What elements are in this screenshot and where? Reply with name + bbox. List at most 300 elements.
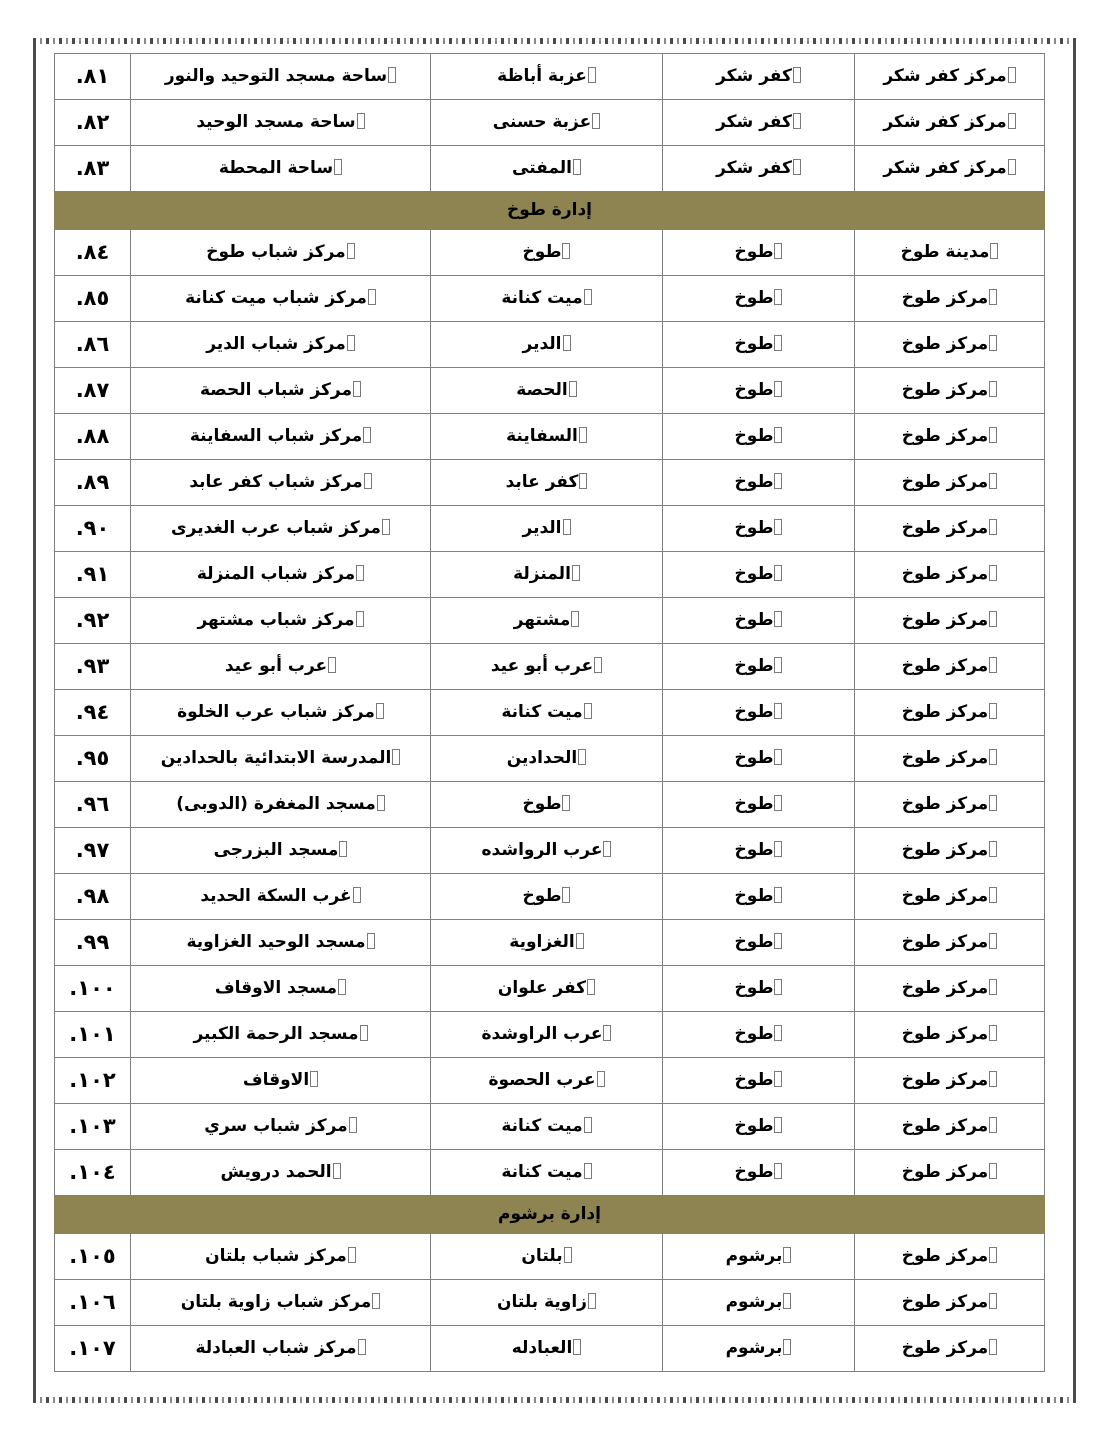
site-name-cell-text: مركز شباب سري [204, 1115, 348, 1136]
town-name-cell-text: كفر شكر [716, 65, 792, 86]
missing-glyph-icon [603, 1025, 611, 1041]
site-name-cell [131, 54, 431, 100]
site-name-cell-text: مسجد البزرجى [213, 839, 339, 860]
missing-glyph-icon [783, 1247, 791, 1263]
table-row [55, 460, 1045, 506]
town-name-cell-text: كفر شكر [716, 157, 792, 178]
serial-number-cell: ٨٩. [55, 460, 131, 506]
village-name-cell [431, 644, 663, 690]
village-name-cell-text: الدير [522, 333, 562, 354]
table-row [55, 276, 1045, 322]
missing-glyph-icon [989, 335, 997, 351]
site-name-cell-text: مركز شباب العبادلة [195, 1337, 357, 1358]
missing-glyph-icon [353, 381, 361, 397]
section-header-row [55, 1196, 1045, 1234]
table-row [55, 828, 1045, 874]
town-name-cell-text: طوخ [734, 1069, 774, 1090]
table-row [55, 1058, 1045, 1104]
town-name-cell [663, 460, 855, 506]
missing-glyph-icon [989, 887, 997, 903]
site-name-cell-text: ساحة المحطة [218, 157, 334, 178]
missing-glyph-icon [989, 1163, 997, 1179]
site-name-cell [131, 736, 431, 782]
center-name-cell [855, 276, 1045, 322]
site-name-cell-text: مركز شباب المنزلة [196, 563, 356, 584]
missing-glyph-icon [989, 1293, 997, 1309]
missing-glyph-icon [989, 381, 997, 397]
town-name-cell-text: طوخ [734, 1161, 774, 1182]
town-name-cell-text: طوخ [734, 839, 774, 860]
serial-number-cell: ٩٦. [55, 782, 131, 828]
town-name-cell-text: طوخ [734, 655, 774, 676]
center-name-cell-text: مركز طوخ [901, 471, 989, 492]
village-name-cell [431, 1326, 663, 1372]
town-name-cell-text: برشوم [725, 1291, 783, 1312]
center-name-cell-text: مركز طوخ [901, 747, 989, 768]
table-row [55, 552, 1045, 598]
village-name-cell-text: الحدادين [506, 747, 578, 768]
section-header-label: إدارة برشوم [55, 1196, 1045, 1234]
village-name-cell [431, 506, 663, 552]
missing-glyph-icon [1008, 113, 1016, 129]
missing-glyph-icon [774, 841, 782, 857]
village-name-cell [431, 552, 663, 598]
village-name-cell [431, 1058, 663, 1104]
missing-glyph-icon [989, 841, 997, 857]
missing-glyph-icon [363, 427, 371, 443]
center-name-cell [855, 966, 1045, 1012]
village-name-cell-text: الغزاوية [509, 931, 575, 952]
center-name-cell [855, 690, 1045, 736]
serial-number-cell: ١٠٣. [55, 1104, 131, 1150]
missing-glyph-icon [774, 473, 782, 489]
site-name-cell [131, 230, 431, 276]
center-name-cell [855, 230, 1045, 276]
site-name-cell [131, 874, 431, 920]
center-name-cell-text: مركز طوخ [901, 517, 989, 538]
town-name-cell [663, 736, 855, 782]
center-name-cell [855, 460, 1045, 506]
site-name-cell-text: ساحة مسجد التوحيد والنور [164, 65, 388, 86]
site-name-cell-text: مسجد المغفرة (الدوبى) [176, 793, 376, 814]
missing-glyph-icon [388, 67, 396, 83]
missing-glyph-icon [783, 1339, 791, 1355]
village-name-cell-text: زاوية بلتان [497, 1291, 587, 1312]
serial-number-cell: ١٠٧. [55, 1326, 131, 1372]
missing-glyph-icon [587, 979, 595, 995]
center-name-cell-text: مركز طوخ [901, 1337, 989, 1358]
town-name-cell [663, 230, 855, 276]
missing-glyph-icon [364, 473, 372, 489]
village-name-cell-text: بلتان [521, 1245, 563, 1266]
center-name-cell [855, 146, 1045, 192]
village-name-cell-text: ميت كنانة [501, 1115, 583, 1136]
missing-glyph-icon [793, 67, 801, 83]
center-name-cell-text: مركز طوخ [901, 977, 989, 998]
village-name-cell-text: ميت كنانة [501, 287, 583, 308]
site-name-cell [131, 598, 431, 644]
town-name-cell-text: طوخ [734, 471, 774, 492]
missing-glyph-icon [584, 703, 592, 719]
center-name-cell [855, 368, 1045, 414]
table-row [55, 966, 1045, 1012]
missing-glyph-icon [357, 113, 365, 129]
serial-number-cell: ٩١. [55, 552, 131, 598]
table-row [55, 146, 1045, 192]
missing-glyph-icon [339, 841, 347, 857]
center-name-cell-text: مركز طوخ [901, 1291, 989, 1312]
missing-glyph-icon [310, 1071, 318, 1087]
missing-glyph-icon [573, 159, 581, 175]
center-name-cell [855, 552, 1045, 598]
missing-glyph-icon [588, 67, 596, 83]
town-name-cell-text: طوخ [734, 379, 774, 400]
missing-glyph-icon [774, 427, 782, 443]
site-name-cell-text: مركز شباب طوخ [206, 241, 346, 262]
missing-glyph-icon [989, 979, 997, 995]
center-name-cell-text: مركز كفر شكر [883, 111, 1007, 132]
missing-glyph-icon [774, 1117, 782, 1133]
village-name-cell [431, 598, 663, 644]
center-name-cell-text: مركز طوخ [901, 1245, 989, 1266]
center-name-cell-text: مركز طوخ [901, 931, 989, 952]
village-name-cell-text: الدير [522, 517, 562, 538]
site-name-cell [131, 368, 431, 414]
missing-glyph-icon [571, 611, 579, 627]
site-name-cell-text: مركز شباب السفاينة [189, 425, 363, 446]
site-name-cell [131, 1104, 431, 1150]
town-name-cell [663, 322, 855, 368]
village-name-cell [431, 1280, 663, 1326]
site-name-cell [131, 1058, 431, 1104]
village-name-cell [431, 460, 663, 506]
town-name-cell [663, 506, 855, 552]
village-name-cell [431, 414, 663, 460]
missing-glyph-icon [358, 1339, 366, 1355]
missing-glyph-icon [562, 887, 570, 903]
village-name-cell [431, 322, 663, 368]
missing-glyph-icon [334, 159, 342, 175]
center-name-cell-text: مركز طوخ [901, 1023, 989, 1044]
town-name-cell [663, 828, 855, 874]
center-name-cell-text: مركز طوخ [901, 1115, 989, 1136]
center-name-cell-text: مركز طوخ [901, 609, 989, 630]
missing-glyph-icon [774, 749, 782, 765]
missing-glyph-icon [576, 933, 584, 949]
missing-glyph-icon [774, 565, 782, 581]
site-name-cell [131, 146, 431, 192]
table-row [55, 920, 1045, 966]
site-name-cell-text: مسجد الرحمة الكبير [193, 1023, 359, 1044]
town-name-cell-text: طوخ [734, 425, 774, 446]
missing-glyph-icon [793, 159, 801, 175]
village-name-cell [431, 874, 663, 920]
village-name-cell-text: المفتى [512, 157, 572, 178]
site-name-cell-text: ساحة مسجد الوحيد [196, 111, 356, 132]
village-name-cell [431, 54, 663, 100]
missing-glyph-icon [774, 795, 782, 811]
town-name-cell-text: طوخ [734, 977, 774, 998]
center-name-cell [855, 598, 1045, 644]
site-name-cell [131, 690, 431, 736]
missing-glyph-icon [989, 1247, 997, 1263]
center-name-cell-text: مركز طوخ [901, 1069, 989, 1090]
site-name-cell-text: مركز شباب كفر عابد [189, 471, 363, 492]
table-row [55, 1104, 1045, 1150]
center-name-cell-text: مركز طوخ [901, 885, 989, 906]
center-name-cell [855, 1280, 1045, 1326]
center-name-cell [855, 506, 1045, 552]
village-name-cell [431, 1150, 663, 1196]
village-name-cell [431, 966, 663, 1012]
table-row [55, 1234, 1045, 1280]
town-name-cell-text: طوخ [734, 609, 774, 630]
site-name-cell-text: الاوقاف [242, 1069, 310, 1090]
town-name-cell [663, 100, 855, 146]
village-name-cell [431, 276, 663, 322]
site-name-cell [131, 460, 431, 506]
site-name-cell-text: مركز شباب عرب الغديرى [171, 517, 381, 538]
site-name-cell-text: مركز شباب الدير [206, 333, 346, 354]
center-name-cell [855, 54, 1045, 100]
missing-glyph-icon [368, 289, 376, 305]
village-name-cell-text: المنزلة [513, 563, 571, 584]
table-row [55, 506, 1045, 552]
town-name-cell [663, 54, 855, 100]
center-name-cell-text: مركز طوخ [901, 333, 989, 354]
center-name-cell [855, 782, 1045, 828]
missing-glyph-icon [774, 519, 782, 535]
site-name-cell [131, 1280, 431, 1326]
table-row [55, 1012, 1045, 1058]
center-name-cell-text: مركز طوخ [901, 563, 989, 584]
village-name-cell-text: طوخ [522, 885, 562, 906]
town-name-cell-text: طوخ [734, 747, 774, 768]
site-name-cell-text: غرب السكة الحديد [200, 885, 352, 906]
serial-number-cell: ٨٨. [55, 414, 131, 460]
missing-glyph-icon [356, 611, 364, 627]
serial-number-cell: ١٠٠. [55, 966, 131, 1012]
missing-glyph-icon [774, 1071, 782, 1087]
site-name-cell [131, 1234, 431, 1280]
village-name-cell [431, 782, 663, 828]
town-name-cell-text: طوخ [734, 287, 774, 308]
town-name-cell [663, 782, 855, 828]
site-name-cell [131, 1326, 431, 1372]
village-name-cell-text: طوخ [522, 241, 562, 262]
table-row [55, 1150, 1045, 1196]
missing-glyph-icon [1008, 159, 1016, 175]
missing-glyph-icon [989, 933, 997, 949]
site-name-cell [131, 100, 431, 146]
missing-glyph-icon [349, 1117, 357, 1133]
village-name-cell [431, 920, 663, 966]
missing-glyph-icon [562, 795, 570, 811]
village-name-cell [431, 828, 663, 874]
missing-glyph-icon [1008, 67, 1016, 83]
table-row [55, 368, 1045, 414]
village-name-cell-text: عزبة حسنى [492, 111, 592, 132]
serial-number-cell: ٨٣. [55, 146, 131, 192]
village-name-cell [431, 368, 663, 414]
center-name-cell-text: مركز كفر شكر [883, 65, 1007, 86]
missing-glyph-icon [989, 1071, 997, 1087]
village-name-cell-text: عزبة أباظة [497, 65, 587, 86]
missing-glyph-icon [592, 113, 600, 129]
table-row [55, 414, 1045, 460]
site-name-cell [131, 920, 431, 966]
site-name-cell-text: مركز شباب مشتهر [197, 609, 355, 630]
site-name-cell-text: مسجد الوحيد الغزاوية [186, 931, 366, 952]
missing-glyph-icon [774, 243, 782, 259]
section-header-label: إدارة طوخ [55, 192, 1045, 230]
table-container [55, 53, 1045, 1372]
missing-glyph-icon [989, 1339, 997, 1355]
site-name-cell-text: مركز شباب عرب الخلوة [177, 701, 375, 722]
missing-glyph-icon [774, 703, 782, 719]
missing-glyph-icon [774, 1025, 782, 1041]
village-name-cell-text: طوخ [522, 793, 562, 814]
town-name-cell [663, 690, 855, 736]
center-name-cell-text: مركز طوخ [901, 287, 989, 308]
site-name-cell-text: مركز شباب بلتان [205, 1245, 347, 1266]
site-name-cell [131, 644, 431, 690]
village-name-cell-text: السفاينة [506, 425, 578, 446]
serial-number-cell: ٩٤. [55, 690, 131, 736]
serial-number-cell: ٨٦. [55, 322, 131, 368]
table-row [55, 54, 1045, 100]
site-name-cell [131, 782, 431, 828]
center-name-cell-text: مركز طوخ [901, 379, 989, 400]
site-name-cell [131, 506, 431, 552]
missing-glyph-icon [392, 749, 400, 765]
missing-glyph-icon [774, 1163, 782, 1179]
missing-glyph-icon [793, 113, 801, 129]
village-name-cell-text: العبادله [511, 1337, 573, 1358]
village-name-cell-text: ميت كنانة [501, 701, 583, 722]
table-row [55, 100, 1045, 146]
site-name-cell-text: مركز شباب زاوية بلتان [180, 1291, 372, 1312]
missing-glyph-icon [989, 565, 997, 581]
missing-glyph-icon [989, 749, 997, 765]
town-name-cell-text: طوخ [734, 333, 774, 354]
missing-glyph-icon [579, 427, 587, 443]
center-name-cell-text: مركز طوخ [901, 839, 989, 860]
village-name-cell-text: عرب أبو عيد [490, 655, 594, 676]
town-name-cell-text: طوخ [734, 1115, 774, 1136]
town-name-cell [663, 1058, 855, 1104]
town-name-cell-text: طوخ [734, 563, 774, 584]
missing-glyph-icon [564, 1247, 572, 1263]
missing-glyph-icon [584, 1117, 592, 1133]
missing-glyph-icon [783, 1293, 791, 1309]
center-name-cell-text: مركز طوخ [901, 793, 989, 814]
youth-centers-table [54, 53, 1045, 1372]
missing-glyph-icon [347, 243, 355, 259]
missing-glyph-icon [989, 473, 997, 489]
town-name-cell [663, 1150, 855, 1196]
village-name-cell-text: الحصة [516, 379, 568, 400]
missing-glyph-icon [347, 335, 355, 351]
town-name-cell-text: طوخ [734, 1023, 774, 1044]
table-row [55, 644, 1045, 690]
missing-glyph-icon [376, 703, 384, 719]
missing-glyph-icon [584, 289, 592, 305]
missing-glyph-icon [774, 381, 782, 397]
missing-glyph-icon [569, 381, 577, 397]
missing-glyph-icon [562, 243, 570, 259]
missing-glyph-icon [573, 1339, 581, 1355]
missing-glyph-icon [774, 611, 782, 627]
town-name-cell-text: كفر شكر [716, 111, 792, 132]
serial-number-cell: ٩٣. [55, 644, 131, 690]
serial-number-cell: ٩٢. [55, 598, 131, 644]
village-name-cell [431, 736, 663, 782]
village-name-cell-text: مشتهر [513, 609, 571, 630]
table-row [55, 874, 1045, 920]
center-name-cell-text: مركز كفر شكر [883, 157, 1007, 178]
missing-glyph-icon [989, 657, 997, 673]
town-name-cell [663, 920, 855, 966]
site-name-cell [131, 828, 431, 874]
missing-glyph-icon [594, 657, 602, 673]
serial-number-cell: ٨٤. [55, 230, 131, 276]
center-name-cell [855, 1058, 1045, 1104]
site-name-cell [131, 414, 431, 460]
serial-number-cell: ٩٧. [55, 828, 131, 874]
missing-glyph-icon [360, 1025, 368, 1041]
missing-glyph-icon [597, 1071, 605, 1087]
center-name-cell [855, 322, 1045, 368]
missing-glyph-icon [353, 887, 361, 903]
center-name-cell [855, 414, 1045, 460]
missing-glyph-icon [563, 519, 571, 535]
missing-glyph-icon [989, 795, 997, 811]
missing-glyph-icon [367, 933, 375, 949]
town-name-cell-text: برشوم [725, 1245, 783, 1266]
missing-glyph-icon [356, 565, 364, 581]
missing-glyph-icon [990, 243, 998, 259]
town-name-cell [663, 368, 855, 414]
village-name-cell-text: عرب الحصوة [488, 1069, 596, 1090]
missing-glyph-icon [989, 611, 997, 627]
missing-glyph-icon [579, 473, 587, 489]
center-name-cell [855, 920, 1045, 966]
table-row [55, 1280, 1045, 1326]
table-row [55, 736, 1045, 782]
town-name-cell [663, 414, 855, 460]
site-name-cell [131, 1012, 431, 1058]
town-name-cell-text: طوخ [734, 517, 774, 538]
missing-glyph-icon [572, 565, 580, 581]
table-row [55, 322, 1045, 368]
missing-glyph-icon [348, 1247, 356, 1263]
village-name-cell-text: ميت كنانة [501, 1161, 583, 1182]
missing-glyph-icon [774, 289, 782, 305]
town-name-cell-text: طوخ [734, 885, 774, 906]
center-name-cell-text: مركز طوخ [901, 1161, 989, 1182]
site-name-cell-text: عرب أبو عيد [224, 655, 328, 676]
town-name-cell [663, 644, 855, 690]
town-name-cell [663, 276, 855, 322]
center-name-cell [855, 1012, 1045, 1058]
village-name-cell [431, 1012, 663, 1058]
site-name-cell [131, 276, 431, 322]
town-name-cell-text: طوخ [734, 931, 774, 952]
missing-glyph-icon [989, 289, 997, 305]
village-name-cell [431, 1104, 663, 1150]
missing-glyph-icon [382, 519, 390, 535]
